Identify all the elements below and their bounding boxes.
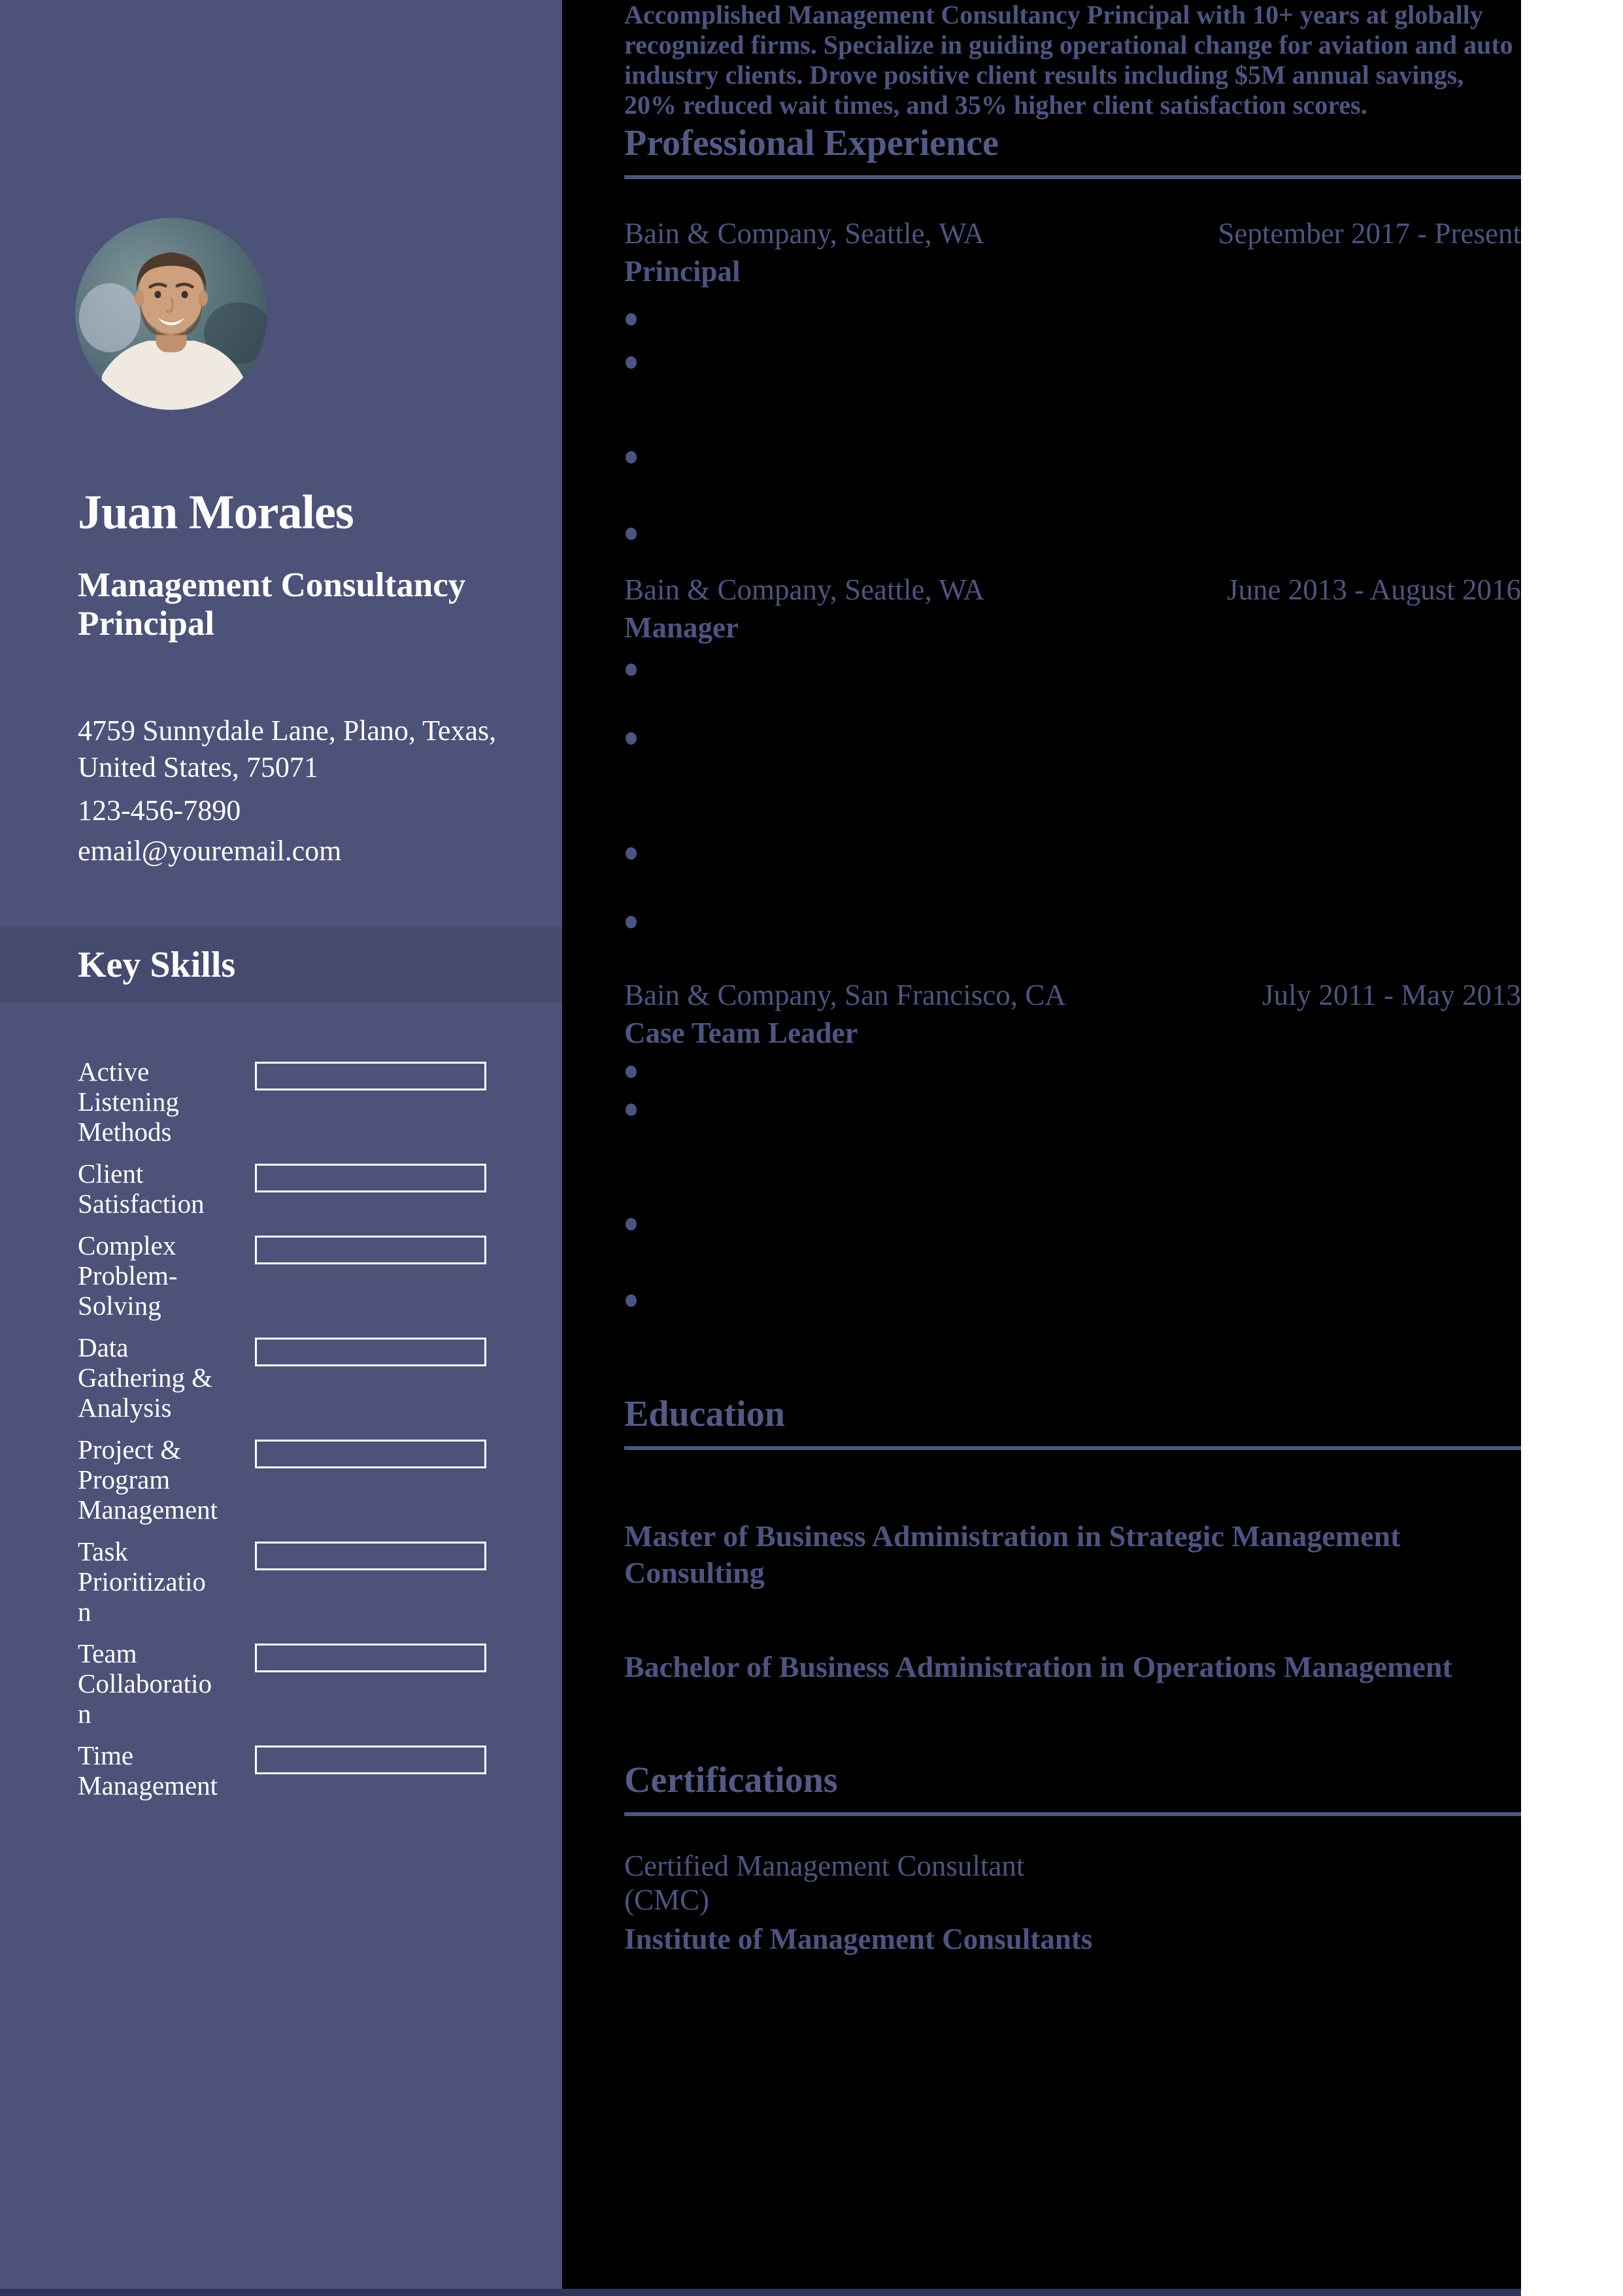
job-bullet-list <box>624 662 1521 951</box>
certifications-heading: Certifications <box>624 1760 838 1800</box>
job-header <box>624 571 1521 608</box>
job-role: Principal <box>624 255 741 288</box>
skill-label: Active Listening Methods <box>78 1056 179 1147</box>
skill-row <box>78 1638 529 1729</box>
section-divider <box>624 175 1521 179</box>
contact-address: 4759 Sunnydale Lane, Plano, Texas, United States, 75071 <box>78 715 497 784</box>
skill-row <box>78 1230 529 1321</box>
skill-row <box>78 1056 529 1147</box>
section-divider <box>624 1446 1521 1450</box>
sidebar <box>0 0 562 2296</box>
footer-bar <box>0 2289 1521 2296</box>
job-bullet-list <box>624 1064 1521 1329</box>
skill-label: Task Prioritization <box>78 1536 206 1627</box>
certification-issuer: Institute of Management Consultants <box>624 1923 1093 1955</box>
job-company: Bain & Company, San Francisco, CA <box>624 979 1066 1011</box>
job-entry <box>624 215 1521 562</box>
job-header <box>624 215 1521 252</box>
job-bullet <box>624 915 1521 951</box>
skill-row <box>78 1536 529 1627</box>
job-entry <box>624 977 1521 1329</box>
job-dates: July 2011 - May 2013 <box>1262 979 1521 1011</box>
contact-email: email@youremail.com <box>78 835 342 867</box>
skill-label: Complex Problem-Solving <box>78 1230 178 1321</box>
key-skills-heading: Key Skills <box>78 944 236 985</box>
key-skills-header <box>0 927 562 1002</box>
job-role: Manager <box>624 611 739 644</box>
job-bullet <box>624 1217 1521 1293</box>
job-bullet <box>624 355 1521 450</box>
job-bullet <box>624 312 1521 355</box>
professional-summary: Accomplished Management Consultancy Principal with 10+ years at globally recognized firms. Specialize in guiding operational change for aviation and auto industry clients. Drove positive client results including $5M annual savings, 20% reduced wait times, and 35% higher client satisfaction scores. <box>624 0 1513 120</box>
job-bullet <box>624 846 1521 915</box>
job-bullet-list <box>624 312 1521 562</box>
skill-row <box>78 1434 529 1525</box>
page-right-margin <box>1521 0 1623 2296</box>
skill-label: Client Satisfaction <box>78 1158 205 1219</box>
degree: Bachelor of Business Administration in Operations Management <box>624 1650 1452 1683</box>
skill-label: Team Collaboration <box>78 1638 212 1729</box>
main-content <box>562 0 1521 2296</box>
experience-heading: Professional Experience <box>624 123 999 163</box>
skill-label: Data Gathering & Analysis <box>78 1332 213 1423</box>
job-bullet <box>624 1293 1521 1329</box>
job-role: Case Team Leader <box>624 1017 858 1049</box>
skill-bar <box>255 1542 486 1570</box>
job-bullet <box>624 1102 1521 1217</box>
person-title: Management Consultancy Principal <box>78 566 466 643</box>
person-name: Juan Morales <box>78 486 354 539</box>
skill-bar <box>255 1746 486 1774</box>
education-heading: Education <box>624 1394 785 1434</box>
skill-label: Project & Program Management <box>78 1434 218 1525</box>
job-bullet <box>624 731 1521 846</box>
contact-phone: 123-456-7890 <box>78 794 241 826</box>
skill-bar <box>255 1644 486 1672</box>
skill-bar <box>255 1236 486 1264</box>
job-bullet <box>624 526 1521 562</box>
job-bullet <box>624 1064 1521 1102</box>
job-dates: September 2017 - Present <box>1218 217 1521 250</box>
skill-row <box>78 1332 529 1423</box>
job-dates: June 2013 - August 2016 <box>1227 573 1521 606</box>
job-header <box>624 977 1521 1013</box>
job-bullet <box>624 450 1521 526</box>
profile-photo <box>75 218 267 410</box>
skills-list <box>78 1056 529 1812</box>
skill-row <box>78 1740 529 1800</box>
profile-photo-illustration <box>75 218 267 410</box>
skill-bar <box>255 1164 486 1192</box>
section-divider <box>624 1812 1521 1816</box>
skill-row <box>78 1158 529 1219</box>
job-company: Bain & Company, Seattle, WA <box>624 573 985 606</box>
certification-name: Certified Management Consultant (CMC) <box>624 1849 1025 1916</box>
skill-label: Time Management <box>78 1740 218 1800</box>
job-company: Bain & Company, Seattle, WA <box>624 217 985 250</box>
job-bullet <box>624 662 1521 731</box>
skill-bar <box>255 1440 486 1468</box>
skill-bar <box>255 1338 486 1366</box>
job-entry <box>624 571 1521 951</box>
skill-bar <box>255 1062 486 1090</box>
degree: Master of Business Administration in Strategic Management Consulting <box>624 1519 1401 1589</box>
